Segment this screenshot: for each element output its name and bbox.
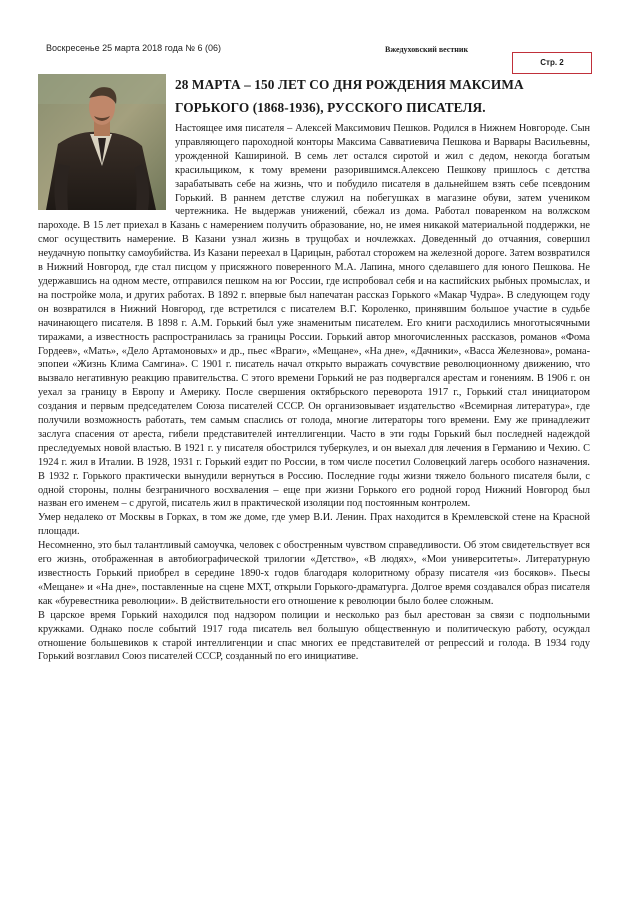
paragraph-legacy: Несомненно, это был талантливый самоучка, человек с обостренным чувством справедливости. Об этом свидетельствует вся его жизнь, отображенная в автобиографической трилогии «Детство», «В людях», «Мои университеты». Литературную известность Горький приобрел в середине 1890-х годов благодаря колоритному образу писателя «из босяков». Пьесы «Мещане» и «На дне», поставленные на сцене МХТ, открыли Горького-драматурга. Долгое время создавался образ писателя как «буревестника революции». В действительности его отношение к революции было более сложным. <box>38 540 590 607</box>
portrait-wrap-space <box>38 122 175 217</box>
issue-date: Воскресенье 25 марта 2018 года № 6 (06) <box>46 43 222 53</box>
article-body <box>38 122 590 664</box>
paragraph-death: Умер недалеко от Москвы в Горках, в том же доме, где умер В.И. Ленин. Прах находится в Кремлевской стене на Красной площади. <box>38 512 590 538</box>
paragraph-politics: В царское время Горький находился под надзором полиции и несколько раз был арестован за связи с подпольными кружками. Однако после событий 1917 года писатель вел большую общественную и политическую работу, осуждал отношение большевиков к старой интеллигенции и спас многих ее представителей от репрессий и голода. В 1934 году Горький возглавил Союз писателей СССР, созданный по его инициативе. <box>38 609 590 663</box>
page-number-box: Стр. 2 <box>512 52 592 74</box>
newspaper-masthead: Вжедуховский вестник <box>385 45 469 54</box>
article-title: 28 МАРТА – 150 ЛЕТ СО ДНЯ РОЖДЕНИЯ МАКСИМА ГОРЬКОГО (1868-1936), РУССКОГО ПИСАТЕЛЯ. <box>175 77 524 115</box>
paragraph-biography: Настоящее имя писателя – Алексей Максимович Пешков. Родился в Нижнем Новгороде. Сын управляющего пароходной конторы Максима Савватиевича Пешкова и Варвары Васильевны, урожденной Кашириной. В семь лет остался сиротой и жил с дедом, некогда богатым красильщиком, к тому времени разорившимся.Алексею Пешкову пришлось с детства зарабатывать себе на жизнь, что и побудило писателя в дальнейшем взять себе псевдоним Горький. В раннем детстве служил на побегушках в магазине обуви, затем учеником чертежника. Не выдержав унижений, сбежал из дома. Работал поваренком на волжском пароходе. В 15 лет приехал в Казань с намерением получить образование, но, не имея никакой материальной поддержки, не смог осуществить намерение. В Казани узнал жизнь в трущобах и ночлежках. Доведенный до отчаяния, совершил неудачную попытку самоубийства. Из Казани переехал в Царицын, работал сторожем на железной дороге. Затем возвратился в Нижний Новгород, где стал писцом у присяжного поверенного М.А. Лапина, много сделавшего для юного Пешкова. Не удержавшись на одном месте, отправился пешком на юг России, где испробовал себя и на каспийских рыбных промыслах, и на постройке мола, и других работах. В 1892 г. впервые был напечатан рассказ Горького «Макар Чудра». В следующем году он возвратился в Нижний Новгород, где встретился с писателем В.Г. Короленко, принявшим большое участие в судьбе начинающего писателя. В 1898 г. А.М. Горький был уже знаменитым писателем. Его книги расходились многотысячными тиражами, а известность распространилась за границы России. Горький автор многочисленных рассказов, романов «Фома Гордеев», «Мать», «Дело Артамоновых» и др., пьес «Враги», «Мещане», «На дне», «Дачники», «Васса Железнова», романа-эпопеи «Жизнь Клима Самгина». С 1901 г. писатель начал открыто выражать сочувствие революционному движению, что вызвало негативную реакцию правительства. С этого времени Горький не раз подвергался арестам и гонениям. В 1906 г. он уехал за границу в Европу и Америку. После свершения октябрьского переворота 1917 г., Горький стал инициатором создания и первым председателем Союза писателей СССР. Он организовывает издательство «Всемирная литература», где получили возможность работать, тем самым спаслись от голода, многие литераторы того времени. Ему же принадлежит заслуга спасения от ареста, гибели представителей интеллигенции. Часто в эти годы Горький был последней надеждой преследуемых новой властью. В 1921 г. у писателя обострился туберкулез, и он выехал для лечения в Германию и Чехию. С 1924 г. жил в Италии. В 1928, 1931 г. Горький ездит по России, в том числе посетил Соловецкий лагерь особого назначения. В 1932 г. Горького практически вынудили вернуться в Россию. Последние годы жизни тяжело больного писателя были, с одной стороны, полны безграничного восхваления – еще при жизни Горького его родной город Нижний Новгород был назван его именем – с другой, писатель жил в практической изоляции под постоянным контролем. <box>38 123 590 510</box>
